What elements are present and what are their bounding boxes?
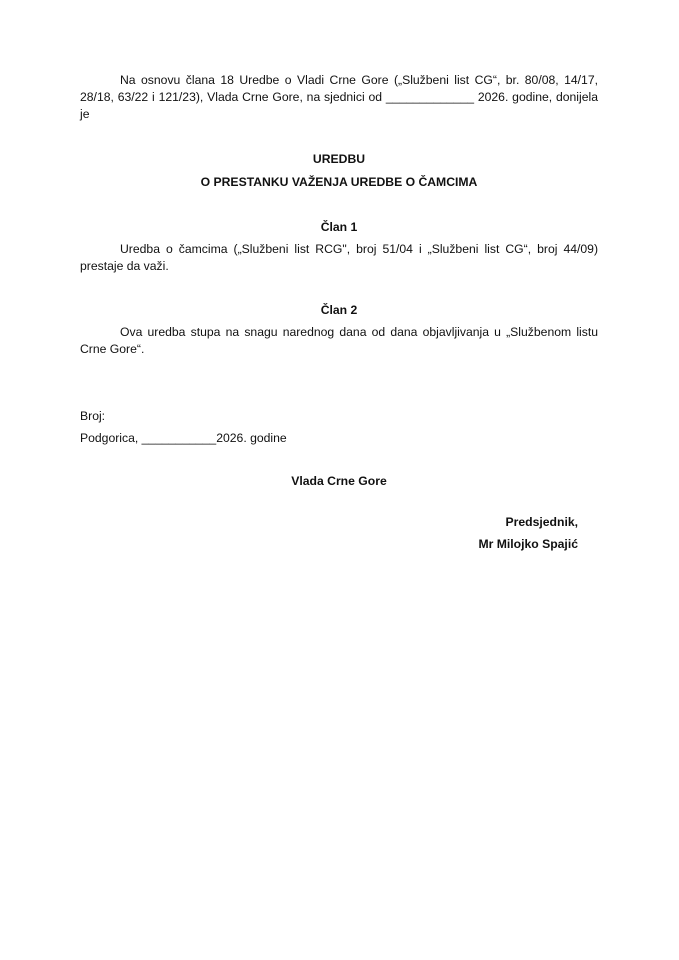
preamble-paragraph: Na osnovu člana 18 Uredbe o Vladi Crne Gore („Službeni list CG“, br. 80/08, 14/17, 28/18, 63/22 i 121/23), Vlada Crne Gore, na sjednici od _____________ 2026. godine, donijela je [80,73,598,122]
number-label: Broj: [80,409,106,423]
article2-heading: Član 2 [320,303,358,317]
place-date: Podgorica, ___________2026. godine [80,431,287,445]
article2-text: Ova uredba stupa na snagu narednog dana od dana objavljivanja u „Službenom listu Crne Gore“. [80,325,598,357]
article1-heading: Član 1 [320,220,358,234]
signature-name: Mr Milojko Spajić [478,537,578,551]
document-title-line2: O PRESTANKU VAŽENJA UREDBE O ČAMCIMA [200,175,478,189]
signature-role: Predsjednik, [505,515,578,529]
article1-text: Uredba o čamcima („Službeni list RCG", broj 51/04 i „Službeni list CG“, broj 44/09) prestaje da važi. [80,242,598,274]
document-title-line1: UREDBU [312,152,366,166]
government-name: Vlada Crne Gore [291,474,387,488]
